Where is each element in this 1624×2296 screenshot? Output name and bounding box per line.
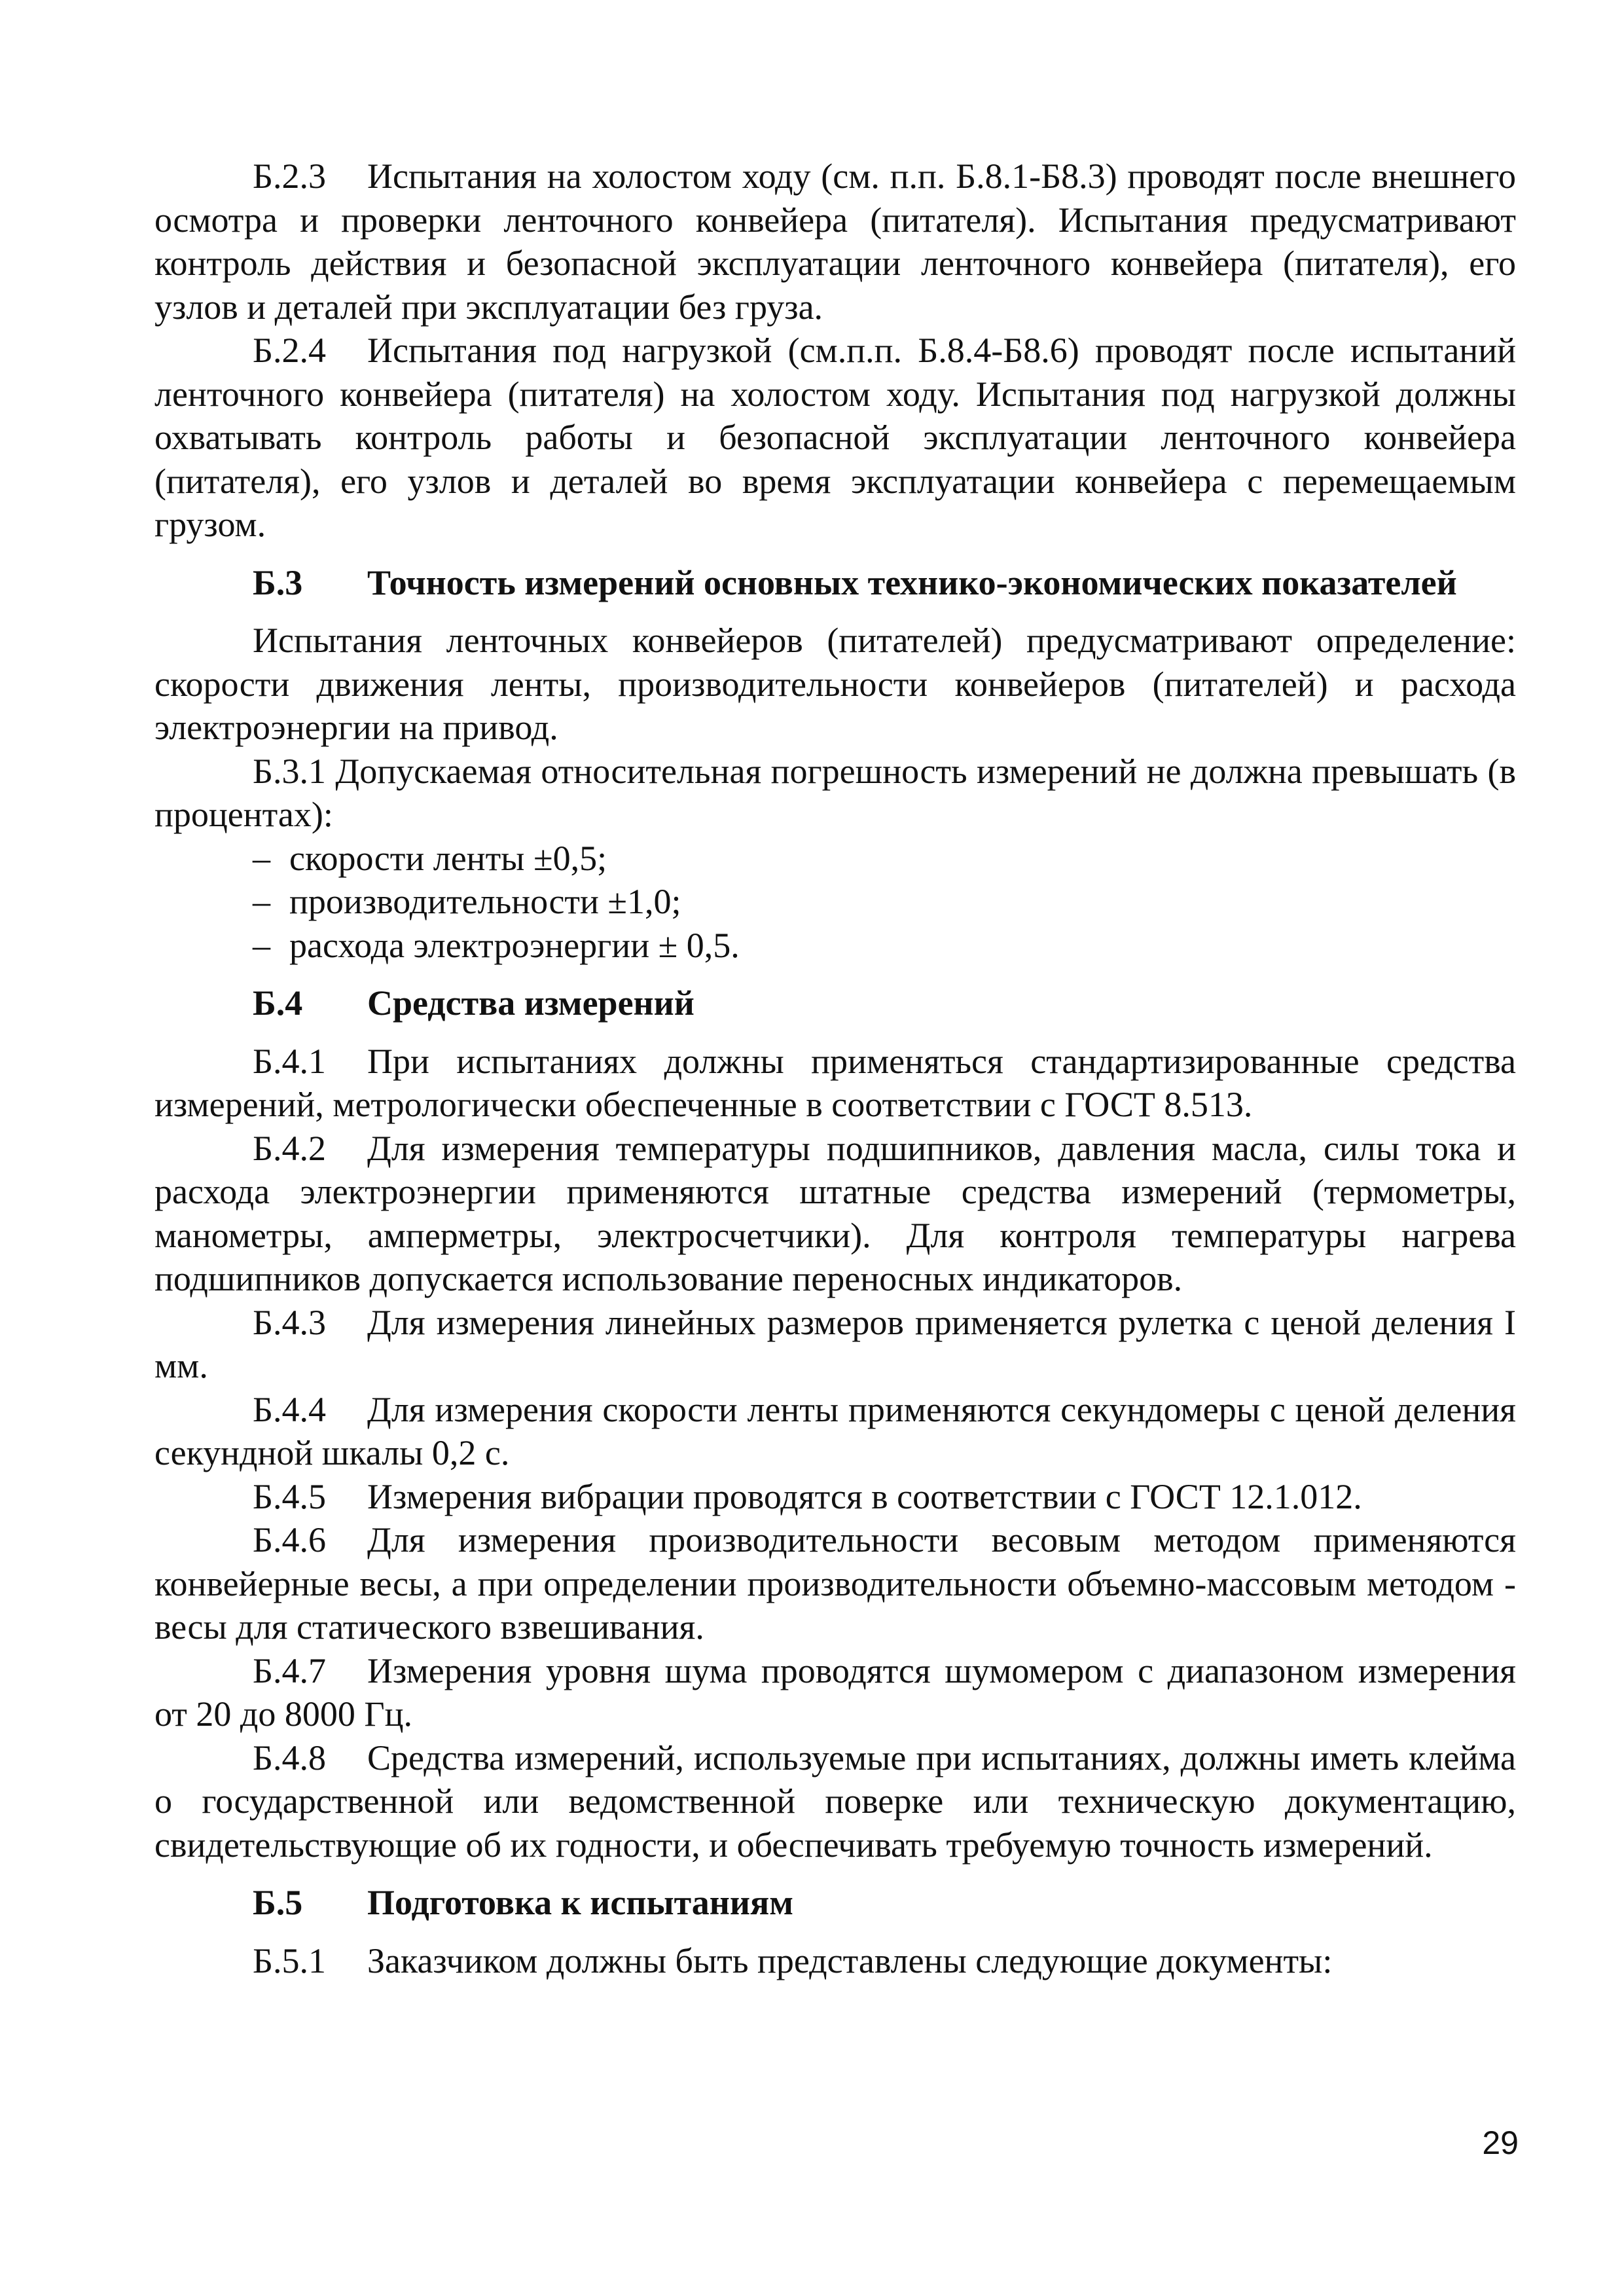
paragraph-text: Допускаемая относительная погрешность измерений не должна превышать (в процентах):	[154, 751, 1517, 834]
list-item	[154, 924, 1516, 968]
list-item-text: расхода электроэнергии ± 0,5.	[289, 925, 740, 965]
paragraph-number: Б.4.3	[253, 1302, 327, 1342]
paragraph-b4-1	[154, 1040, 1516, 1127]
dash-marker: –	[253, 882, 270, 921]
paragraph-b4-2	[154, 1127, 1516, 1301]
paragraph-b2-3	[154, 155, 1516, 329]
paragraph-b4-3	[154, 1301, 1516, 1388]
paragraph-text: Испытания на холостом ходу (см. п.п. Б.8.1-Б8.3) проводят после внешнего осмотра и проверки ленточного конвейера (питателя). Испытания предусматривают контроль действия и безопасной эксплуатации ленточного конвейера (питателя), его узлов и деталей при эксплуатации без груза.	[154, 156, 1516, 327]
heading-text: Точность измерений основных технико-экономических показателей	[367, 562, 1457, 602]
page-content	[154, 155, 1516, 1982]
paragraph-number: Б.4.6	[253, 1520, 327, 1559]
heading-number: Б.3	[253, 562, 303, 602]
page-number: 29	[1482, 2124, 1519, 2161]
paragraph-b4-7	[154, 1649, 1516, 1736]
heading-number: Б.5	[253, 1883, 303, 1922]
paragraph-b4-8	[154, 1736, 1516, 1867]
heading-text: Средства измерений	[367, 983, 695, 1023]
paragraph-number: Б.3.1	[253, 751, 327, 791]
paragraph-text: Для измерения производительности весовым методом применяются конвейерные весы, а при определении производительности объемно-массовым методом - весы для статического взвешивания.	[154, 1520, 1516, 1647]
paragraph-b5-1	[154, 1939, 1516, 1983]
section-heading-b4	[154, 981, 1516, 1025]
paragraph-number: Б.4.8	[253, 1738, 327, 1777]
paragraph-number: Б.4.2	[253, 1128, 327, 1168]
paragraph-text: При испытаниях должны применяться стандартизированные средства измерений, метрологически обеспеченные в соответствии с ГОСТ 8.513.	[154, 1041, 1516, 1124]
paragraph-b4-6	[154, 1518, 1516, 1649]
paragraph-b3-intro: Испытания ленточных конвейеров (питателей) предусматривают определение: скорости движения ленты, производительности конвейеров (питателей) и расхода электроэнергии на привод.	[154, 621, 1516, 747]
section-heading-b5	[154, 1881, 1516, 1925]
paragraph-text: Измерения уровня шума проводятся шумомером с диапазоном измерения от 20 до 8000 Гц.	[154, 1650, 1516, 1734]
tolerance-list	[154, 837, 1516, 968]
list-item-text: производительности ±1,0;	[289, 882, 681, 921]
dash-marker: –	[253, 838, 270, 878]
paragraph-text: Измерения вибрации проводятся в соответствии с ГОСТ 12.1.012.	[367, 1476, 1362, 1516]
paragraph-number: Б.5.1	[253, 1941, 327, 1980]
paragraph-text: Для измерения температуры подшипников, давления масла, силы тока и расхода электроэнергии применяются штатные средства измерений (термометры, манометры, амперметры, электросчетчики). Для контроля температуры нагрева подшипников допускается использование переносных индикаторов.	[154, 1128, 1516, 1298]
paragraph-text: Испытания под нагрузкой (см.п.п. Б.8.4-Б8.6) проводят после испытаний ленточного конвейера (питателя) на холостом ходу. Испытания под нагрузкой должны охватывать контроль работы и безопасной эксплуатации ленточного конвейера (питателя), его узлов и деталей во время эксплуатации конвейера с перемещаемым грузом.	[154, 331, 1516, 544]
dash-marker: –	[253, 925, 270, 965]
heading-text: Подготовка к испытаниям	[367, 1883, 794, 1922]
section-heading-b3	[154, 561, 1516, 605]
paragraph-number: Б.4.7	[253, 1650, 327, 1690]
paragraph-b3-1	[154, 750, 1516, 837]
list-item-text: скорости ленты ±0,5;	[289, 838, 607, 878]
paragraph-number: Б.2.3	[253, 156, 327, 196]
paragraph-number: Б.4.1	[253, 1041, 327, 1081]
paragraph-number: Б.4.5	[253, 1476, 327, 1516]
list-item	[154, 837, 1516, 881]
paragraph-b2-4	[154, 329, 1516, 547]
heading-number: Б.4	[253, 983, 303, 1023]
paragraph-number: Б.4.4	[253, 1389, 327, 1429]
paragraph-text: Заказчиком должны быть представлены следующие документы:	[367, 1941, 1333, 1980]
paragraph-b4-5	[154, 1475, 1516, 1519]
paragraph-b4-4	[154, 1388, 1516, 1475]
paragraph-text: Средства измерений, используемые при испытаниях, должны иметь клейма о государственной или ведомственной поверке или техническую документацию, свидетельствующие об их годности, и обеспечивать требуемую точность измерений.	[154, 1738, 1516, 1865]
paragraph-text: Для измерения линейных размеров применяется рулетка с ценой деления I мм.	[154, 1302, 1516, 1385]
list-item	[154, 880, 1516, 924]
paragraph-number: Б.2.4	[253, 331, 327, 370]
paragraph-text: Для измерения скорости ленты применяются секундомеры с ценой деления секундной шкалы 0,2 с.	[154, 1389, 1516, 1472]
